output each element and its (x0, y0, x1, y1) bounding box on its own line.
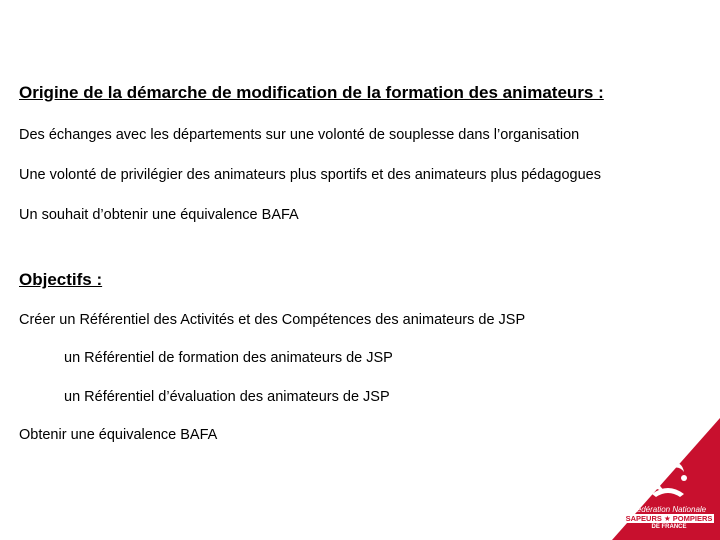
logo-line-federation: Fédération Nationale (631, 505, 707, 514)
heading-origine: Origine de la démarche de modification de la formation des animateurs : (19, 83, 604, 102)
heading-objectifs: Objectifs : (19, 270, 103, 289)
origine-item-2: Une volonté de privilégier des animateurs plus sportifs et des animateurs plus pédagogues (19, 167, 601, 183)
objectif-item-1: Créer un Référentiel des Activités et des Compétences des animateurs de JSP (19, 312, 526, 328)
objectif-subitem-2: un Référentiel d’évaluation des animateurs de JSP (64, 389, 390, 405)
logo-line-france: DE FRANCE (651, 524, 687, 530)
origine-item-1: Des échanges avec les départements sur une volonté de souplesse dans l’organisation (19, 127, 580, 143)
origine-item-3: Un souhait d’obtenir une équivalence BAFA (19, 207, 299, 223)
logo-caption (624, 505, 714, 532)
objectif-subitem-1: un Référentiel de formation des animateurs de JSP (64, 350, 393, 366)
objectif-item-2: Obtenir une équivalence BAFA (19, 427, 218, 443)
logo-line-sapeurs: SAPEURS ★ POMPIERS (625, 514, 713, 523)
